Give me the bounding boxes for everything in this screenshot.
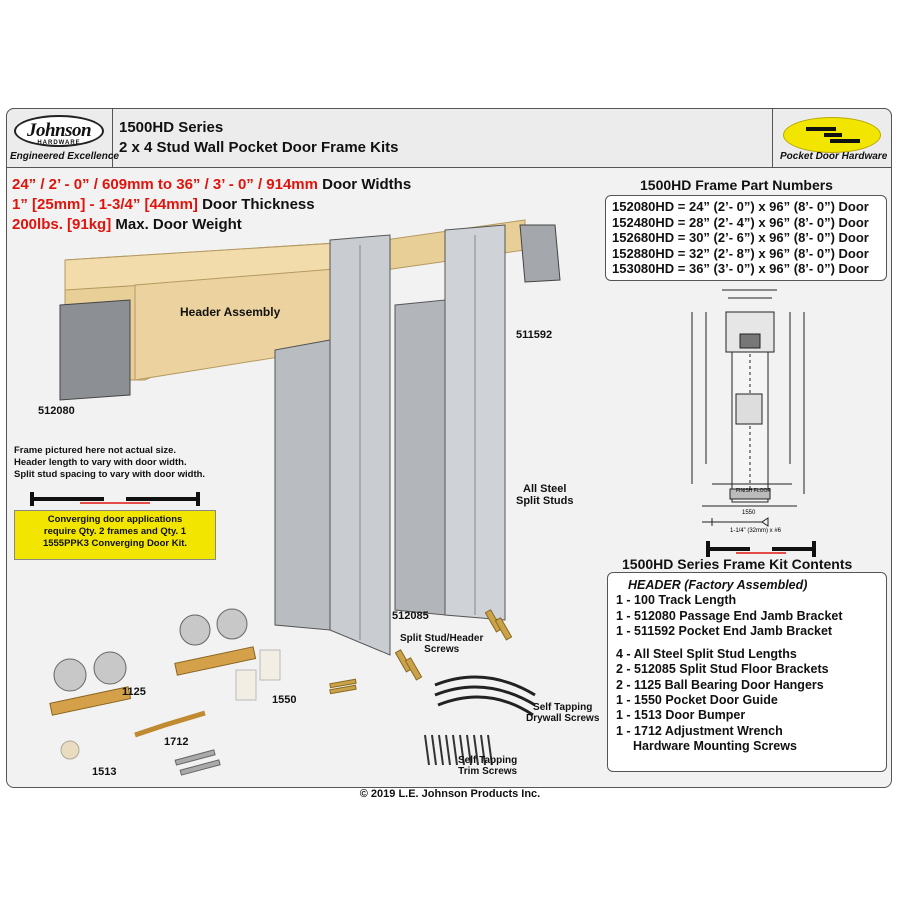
callout-1550: 1550 xyxy=(272,694,297,706)
pocket-door-logo-icon xyxy=(783,117,881,153)
cross-section-diagram xyxy=(672,284,822,534)
list-item: 2 - 512085 Split Stud Floor Brackets xyxy=(616,662,829,677)
list-item: 2 - 1125 Ball Bearing Door Hangers xyxy=(616,677,824,692)
frame-kit-illustration xyxy=(55,210,575,665)
tagline: Engineered Excellence xyxy=(10,151,119,162)
svg-text:FINISH FLOOR: FINISH FLOOR xyxy=(736,488,772,494)
spec-widths: 24” / 2’ - 0” / 609mm to 36” / 3’ - 0” / 914mm Door Widths xyxy=(12,176,412,193)
part-number-row: 152080HD = 24” (2’- 0”) x 96” (8’- 0”) Door xyxy=(612,199,869,214)
list-item: 1 - 100 Track Length xyxy=(616,593,737,608)
list-item: 1 - 1712 Adjustment Wrench xyxy=(616,723,783,738)
johnson-logo: Johnson HARDWARE xyxy=(14,115,104,147)
header-band xyxy=(6,108,892,168)
converging-note: Converging door applications require Qty. 2 frames and Qty. 1 1555PPK3 Converging Door Kit. xyxy=(14,510,216,560)
list-item: 4 - All Steel Split Stud Lengths xyxy=(616,647,797,662)
svg-text:1550: 1550 xyxy=(742,510,756,516)
callout-header-assembly: Header Assembly xyxy=(180,305,281,319)
part-number-row: 152680HD = 30” (2’- 6”) x 96” (8’- 0”) Door xyxy=(612,230,869,245)
frame-note: Frame pictured here not actual size. Header length to vary with door width. Split stud spacing to vary with door width. xyxy=(14,445,206,480)
kit-contents-list xyxy=(607,572,887,772)
kit-header-label: HEADER (Factory Assembled) xyxy=(628,578,808,592)
part-number-row: 152880HD = 32” (2’- 8”) x 96” (8’- 0”) Door xyxy=(612,245,869,261)
list-item: 1 - 512080 Passage End Jamb Bracket xyxy=(616,608,843,623)
callout-512080: 512080 xyxy=(38,405,75,417)
list-item: 1 - 1550 Pocket Door Guide xyxy=(616,693,778,708)
svg-text:1-1/4” (32mm) x #6: 1-1/4” (32mm) x #6 xyxy=(730,528,782,534)
list-item: 1 - 511592 Pocket End Jamb Bracket xyxy=(616,623,833,638)
converging-door-icon xyxy=(706,541,816,557)
brand-caption: Pocket Door Hardware xyxy=(780,151,888,162)
callout-1712: 1712 xyxy=(164,736,189,748)
callout-511592: 511592 xyxy=(516,329,553,341)
spec-weight: 200lbs. [91kg] Max. Door Weight xyxy=(12,216,242,233)
callout-split-stud-screws: Split Stud/Header Screws xyxy=(400,633,484,655)
part-number-row: 153080HD = 36” (3’- 0”) x 96” (8’- 0”) Door xyxy=(612,261,869,276)
part-number-row: 152480HD = 28” (2’- 4”) x 96” (8’- 0”) Door xyxy=(612,214,869,230)
callout-drywall-screws: Self Tapping Drywall Screws xyxy=(526,702,600,724)
header-divider xyxy=(772,108,773,168)
spec-thickness: 1” [25mm] - 1-3/4” [44mm] Door Thickness xyxy=(12,196,315,213)
part-numbers-table xyxy=(605,195,887,281)
callout-512085: 512085 xyxy=(392,610,429,622)
callout-trim-screws: Self Tapping Trim Screws xyxy=(458,755,518,777)
callout-1125: 1125 xyxy=(122,686,146,698)
part-numbers-title: 1500HD Frame Part Numbers xyxy=(640,177,833,193)
callout-split-studs: All Steel Split Studs xyxy=(516,483,574,507)
series-title: 1500HD Series xyxy=(119,119,224,136)
converging-door-icon xyxy=(30,492,200,506)
kit-contents-title: 1500HD Series Frame Kit Contents xyxy=(622,556,853,572)
copyright: © 2019 L.E. Johnson Products Inc. xyxy=(359,788,541,800)
list-item: Hardware Mounting Screws xyxy=(633,738,797,753)
callout-1513: 1513 xyxy=(92,766,117,778)
screws-illustration xyxy=(170,600,540,780)
page-title: 2 x 4 Stud Wall Pocket Door Frame Kits xyxy=(119,139,399,156)
list-item: 1 - 1513 Door Bumper xyxy=(616,708,746,723)
